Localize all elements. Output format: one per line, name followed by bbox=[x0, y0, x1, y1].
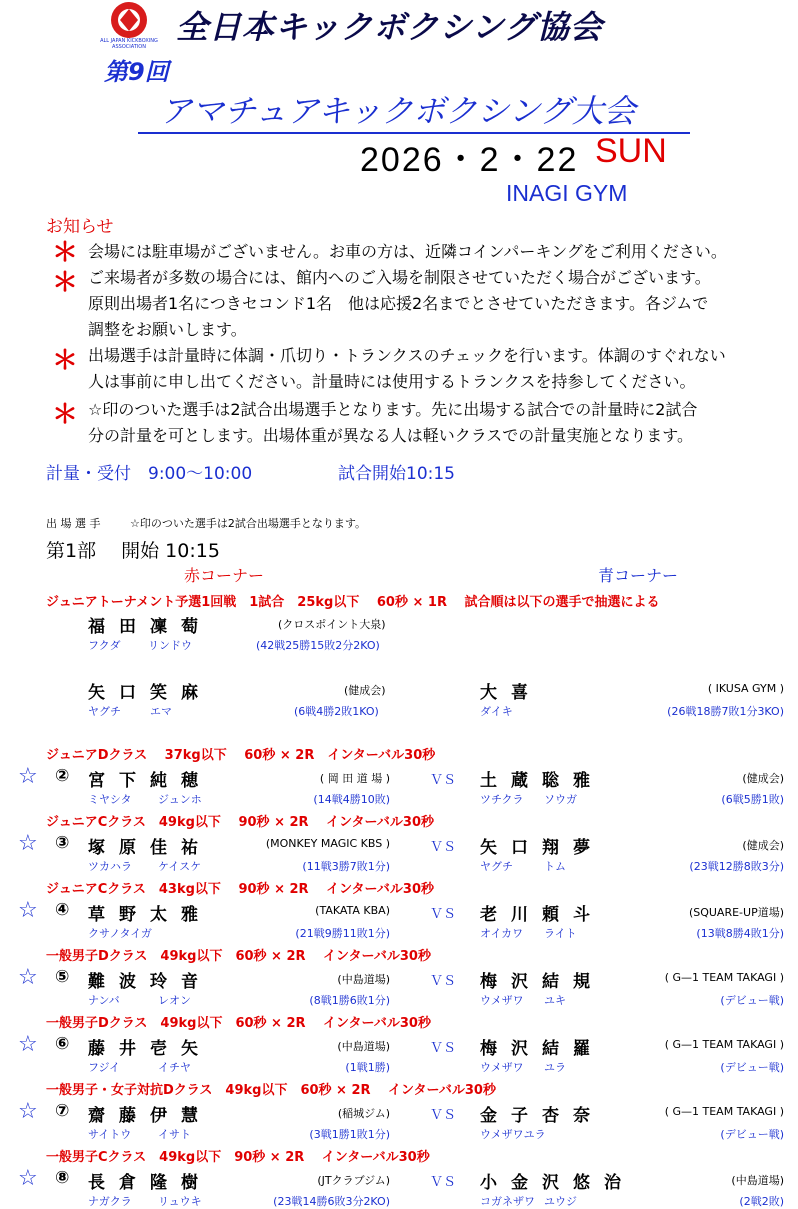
double-bout-star-icon: ☆ bbox=[18, 1166, 38, 1191]
double-bout-star-icon: ☆ bbox=[18, 831, 38, 856]
blue-fighter-record: (デビュー戦) bbox=[720, 994, 784, 1007]
bout-class: ジュニアCクラス 49kg以下 90秒 × 2R インターバル30秒 bbox=[46, 815, 434, 830]
red-fighter-record: (11戦3勝7敗1分) bbox=[302, 860, 390, 873]
red-fighter-gym: (TAKATA KBA) bbox=[315, 904, 390, 917]
red-fighter-record: (21戦9勝11敗1分) bbox=[295, 927, 390, 940]
blue-fighter-kana: ツチクラ bbox=[480, 793, 524, 806]
notice-line: 調整をお願いします。 bbox=[88, 320, 247, 339]
red-fighter-gym: (稲城ジム) bbox=[337, 1107, 390, 1120]
red-fighter-record: (42戦25勝15敗2分2KO) bbox=[256, 639, 380, 652]
part-heading: 第1部 開始 10:15 bbox=[46, 540, 220, 562]
double-bout-star-icon: ☆ bbox=[18, 1032, 38, 1057]
svg-text:ASSOCIATION: ASSOCIATION bbox=[112, 44, 146, 50]
event-title: アマチュアキックボクシング大会 bbox=[138, 86, 690, 134]
blue-fighter-kana: ライト bbox=[544, 927, 577, 940]
edition-label: 第9回 bbox=[104, 58, 169, 86]
red-fighter-kana: ナガクラ bbox=[88, 1195, 132, 1208]
bout-class: 一般男子・女子対抗Dクラス 49kg以下 60秒 × 2R インターバル30秒 bbox=[46, 1083, 496, 1098]
blue-fighter-gym: (健成会) bbox=[742, 839, 784, 852]
event-date: 2026・2・22 bbox=[360, 141, 579, 179]
blue-fighter-kana: ウメザワ bbox=[480, 1061, 524, 1074]
blue-fighter-gym: ( G—1 TEAM TAKAGI ) bbox=[664, 1105, 784, 1118]
blue-fighter-name: 大喜 bbox=[480, 683, 542, 703]
bout-class: 一般男子Dクラス 49kg以下 60秒 × 2R インターバル30秒 bbox=[46, 1016, 431, 1031]
red-fighter-record: (3戦1勝1敗1分) bbox=[309, 1128, 390, 1141]
blue-fighter-record: (2戦2敗) bbox=[739, 1195, 784, 1208]
bout-number: ⑧ bbox=[55, 1168, 70, 1188]
red-fighter-kana: イサト bbox=[158, 1128, 191, 1141]
notice-line: 会場には駐車場がございません。お車の方は、近隣コインパーキングをご利用ください。 bbox=[88, 242, 727, 261]
notice-mark: ＊ bbox=[52, 268, 79, 298]
notice-mark: ＊ bbox=[52, 346, 79, 376]
red-fighter-gym: (中島道場) bbox=[337, 973, 390, 986]
red-fighter-kana: ジュンホ bbox=[158, 793, 202, 806]
weigh-in-time: 計量・受付 9:00〜10:00 bbox=[46, 464, 253, 484]
versus-label: ＶＳ bbox=[430, 1108, 457, 1123]
blue-fighter-name: 老川頼斗 bbox=[480, 905, 604, 925]
double-bout-star-icon: ☆ bbox=[18, 764, 38, 789]
bout-number: ③ bbox=[55, 833, 70, 853]
versus-label: ＶＳ bbox=[430, 773, 457, 788]
event-venue: INAGI GYM bbox=[506, 180, 628, 206]
red-fighter-kana: レオン bbox=[158, 994, 191, 1007]
red-fighter-kana: ケイスケ bbox=[158, 860, 202, 873]
double-bout-star-icon: ☆ bbox=[18, 1099, 38, 1124]
notice-line: 分の計量を可とします。出場体重が異なる人は軽いクラスでの計量実施となります。 bbox=[88, 426, 693, 445]
red-fighter-record: (23戦14勝6敗3分2KO) bbox=[273, 1195, 390, 1208]
blue-fighter-kana: ソウガ bbox=[544, 793, 577, 806]
blue-fighter-record: (6戦5勝1敗) bbox=[721, 793, 784, 806]
notice-line: 原則出場者1名につきセコンド1名 他は応援2名までとさせていただきます。各ジムで bbox=[88, 294, 709, 313]
double-bout-star-icon: ☆ bbox=[18, 965, 38, 990]
players-label: 出 場 選 手 bbox=[46, 517, 101, 530]
red-fighter-kana: イチヤ bbox=[158, 1061, 191, 1074]
blue-fighter-kana: ダイキ bbox=[480, 705, 513, 718]
blue-fighter-kana: ウメザワ bbox=[480, 994, 524, 1007]
red-fighter-kana: ミヤシタ bbox=[88, 793, 132, 806]
blue-corner-label: 青コーナー bbox=[598, 566, 679, 585]
red-fighter-gym: ( 岡 田 道 場 ) bbox=[319, 772, 390, 785]
red-fighter-kana: リュウキ bbox=[158, 1195, 202, 1208]
blue-fighter-gym: (中島道場) bbox=[731, 1174, 784, 1187]
double-bout-star-icon: ☆ bbox=[18, 898, 38, 923]
red-fighter-record: (14戦4勝10敗) bbox=[313, 793, 390, 806]
red-fighter-name: 草野太雅 bbox=[88, 905, 212, 925]
versus-label: ＶＳ bbox=[430, 974, 457, 989]
red-fighter-name: 福田凜萄 bbox=[88, 617, 212, 637]
red-fighter-kana: フジイ bbox=[88, 1061, 121, 1074]
notice-line: ☆印のついた選手は2試合出場選手となります。先に出場する試合での計量時に2試合 bbox=[88, 400, 698, 419]
blue-fighter-gym: ( G—1 TEAM TAKAGI ) bbox=[664, 1038, 784, 1051]
versus-label: ＶＳ bbox=[430, 1041, 457, 1056]
versus-label: ＶＳ bbox=[430, 907, 457, 922]
versus-label: ＶＳ bbox=[430, 840, 457, 855]
bout-class: ジュニアCクラス 43kg以下 90秒 × 2R インターバル30秒 bbox=[46, 882, 434, 897]
red-fighter-kana: リンドウ bbox=[148, 639, 192, 652]
blue-fighter-gym: (SQUARE-UP道場) bbox=[688, 906, 784, 919]
red-fighter-name: 難波玲音 bbox=[88, 972, 212, 992]
red-fighter-name: 長倉隆樹 bbox=[88, 1173, 212, 1193]
blue-fighter-kana: ユキ bbox=[544, 994, 566, 1007]
blue-fighter-kana: コガネザワ bbox=[480, 1195, 535, 1208]
red-fighter-name: 宮下純穂 bbox=[88, 771, 212, 791]
blue-fighter-name: 矢口翔夢 bbox=[480, 838, 604, 858]
red-fighter-gym: (クロスポイント大泉) bbox=[278, 618, 386, 631]
red-fighter-gym: (中島道場) bbox=[337, 1040, 390, 1053]
blue-fighter-gym: ( G—1 TEAM TAKAGI ) bbox=[664, 971, 784, 984]
event-day: SUN bbox=[595, 132, 667, 170]
svg-text:ALL JAPAN KICKBOXING: ALL JAPAN KICKBOXING bbox=[100, 38, 158, 44]
notice-line: 人は事前に申し出てください。計量時には使用するトランクスを持参してください。 bbox=[88, 372, 696, 391]
versus-label: ＶＳ bbox=[430, 1175, 457, 1190]
blue-fighter-name: 小金沢悠治 bbox=[480, 1173, 635, 1193]
red-fighter-record: (6戦4勝2敗1KO) bbox=[294, 705, 379, 718]
red-fighter-kana: フクダ bbox=[88, 639, 121, 652]
red-corner-label: 赤コーナー bbox=[184, 566, 265, 585]
red-fighter-kana: ヤグチ bbox=[88, 705, 121, 718]
blue-fighter-kana: トム bbox=[544, 860, 566, 873]
blue-fighter-kana: オイカワ bbox=[480, 927, 524, 940]
blue-fighter-record: (13戦8勝4敗1分) bbox=[696, 927, 784, 940]
red-fighter-record: (8戦1勝6敗1分) bbox=[309, 994, 390, 1007]
bout-number: ⑦ bbox=[55, 1101, 70, 1121]
bout-class: 一般男子Cクラス 49kg以下 90秒 × 2R インターバル30秒 bbox=[46, 1150, 430, 1165]
notice-mark: ＊ bbox=[52, 238, 79, 268]
blue-fighter-name: 土蔵聡雅 bbox=[480, 771, 604, 791]
red-fighter-kana: クサノタイガ bbox=[88, 927, 152, 940]
bout-class: ジュニアDクラス 37kg以下 60秒 × 2R インターバル30秒 bbox=[46, 748, 436, 763]
red-fighter-record: (1戦1勝) bbox=[345, 1061, 390, 1074]
bout-number: ⑥ bbox=[55, 1034, 70, 1054]
red-fighter-gym: (健成会) bbox=[344, 684, 386, 697]
blue-fighter-kana: ウメザワユラ bbox=[480, 1128, 546, 1141]
match-start-time: 試合開始10:15 bbox=[338, 464, 455, 484]
blue-fighter-record: (23戦12勝8敗3分) bbox=[689, 860, 784, 873]
blue-fighter-kana: ユラ bbox=[544, 1061, 566, 1074]
bout-class: 一般男子Dクラス 49kg以下 60秒 × 2R インターバル30秒 bbox=[46, 949, 431, 964]
blue-fighter-gym: (健成会) bbox=[742, 772, 784, 785]
bout-number: ⑤ bbox=[55, 967, 70, 987]
red-fighter-name: 塚原佳祐 bbox=[88, 838, 212, 858]
red-fighter-gym: (MONKEY MAGIC KBS ) bbox=[265, 837, 390, 850]
blue-fighter-name: 梅沢結規 bbox=[480, 972, 604, 992]
notice-mark: ＊ bbox=[52, 400, 79, 430]
red-fighter-gym: (JTクラブジム) bbox=[317, 1174, 390, 1187]
players-note: ☆印のついた選手は2試合出場選手となります。 bbox=[130, 517, 366, 530]
red-fighter-kana: エマ bbox=[150, 705, 172, 718]
red-fighter-name: 齋藤伊慧 bbox=[88, 1106, 212, 1126]
red-fighter-name: 矢口笑麻 bbox=[88, 683, 212, 703]
blue-fighter-kana: ヤグチ bbox=[480, 860, 513, 873]
blue-fighter-name: 梅沢結羅 bbox=[480, 1039, 604, 1059]
blue-fighter-record: (デビュー戦) bbox=[720, 1128, 784, 1141]
blue-fighter-record: (26戦18勝7敗1分3KO) bbox=[667, 705, 784, 718]
notice-line: 出場選手は計量時に体調・爪切り・トランクスのチェックを行います。体調のすぐれない bbox=[88, 346, 726, 365]
bout-number: ② bbox=[55, 766, 70, 786]
bout-number: ④ bbox=[55, 900, 70, 920]
red-fighter-kana: サイトウ bbox=[88, 1128, 132, 1141]
notice-line: ご来場者が多数の場合には、館内へのご入場を制限させていただく場合がございます。 bbox=[88, 268, 711, 287]
organization-name: 全日本キックボクシング協会 bbox=[176, 8, 603, 46]
association-logo bbox=[96, 0, 162, 50]
notice-title: お知らせ bbox=[46, 217, 114, 237]
tournament-class: ジュニアトーナメント予選1回戦 1試合 25kg以下 60秒 × 1R 試合順は以下の選手で抽選による bbox=[46, 595, 660, 610]
red-fighter-name: 藤井壱矢 bbox=[88, 1039, 212, 1059]
blue-fighter-gym: ( IKUSA GYM ) bbox=[707, 682, 784, 695]
blue-fighter-kana: ユウジ bbox=[544, 1195, 577, 1208]
blue-fighter-name: 金子杏奈 bbox=[480, 1106, 604, 1126]
blue-fighter-record: (デビュー戦) bbox=[720, 1061, 784, 1074]
red-fighter-kana: ナンバ bbox=[88, 994, 120, 1007]
red-fighter-kana: ツカハラ bbox=[88, 860, 132, 873]
